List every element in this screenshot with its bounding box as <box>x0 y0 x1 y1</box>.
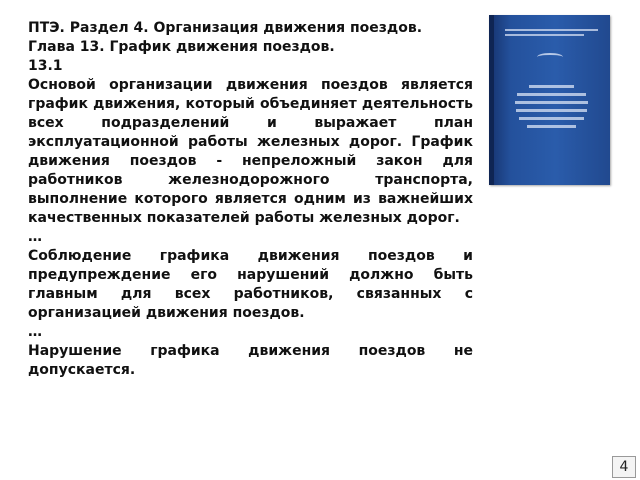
book-spine <box>489 15 494 185</box>
paragraph-observance: Соблюдение графика движения поездов и предупреждение его нарушений должно быть главным для всех работников, связанных с организацией движения поездов. <box>28 248 473 321</box>
section-heading: ПТЭ. Раздел 4. Организация движения поездов. <box>28 20 423 36</box>
page-number: 4 <box>612 456 636 478</box>
book-header-lines <box>505 29 598 39</box>
document-text <box>28 19 473 380</box>
paragraph-violation: Нарушение графика движения поездов не допускается. <box>28 343 473 378</box>
ellipsis-2: … <box>28 324 42 340</box>
book-cover-icon <box>489 15 610 185</box>
ellipsis-1: … <box>28 229 42 245</box>
paragraph-main: Основой организации движения поездов является график движения, который объединяет деятельность всех подразделений и выражает план эксплуатационной работы железных дорог. График движения поездов - непреложный закон для работников железнодорожного транспорта, выполнение которого является одним из важнейших качественных показателей работы железных дорог. <box>28 77 473 226</box>
clause-number: 13.1 <box>28 58 63 74</box>
book-title-lines <box>511 85 592 133</box>
chapter-heading: Глава 13. График движения поездов. <box>28 39 335 55</box>
book-emblem <box>537 53 563 61</box>
